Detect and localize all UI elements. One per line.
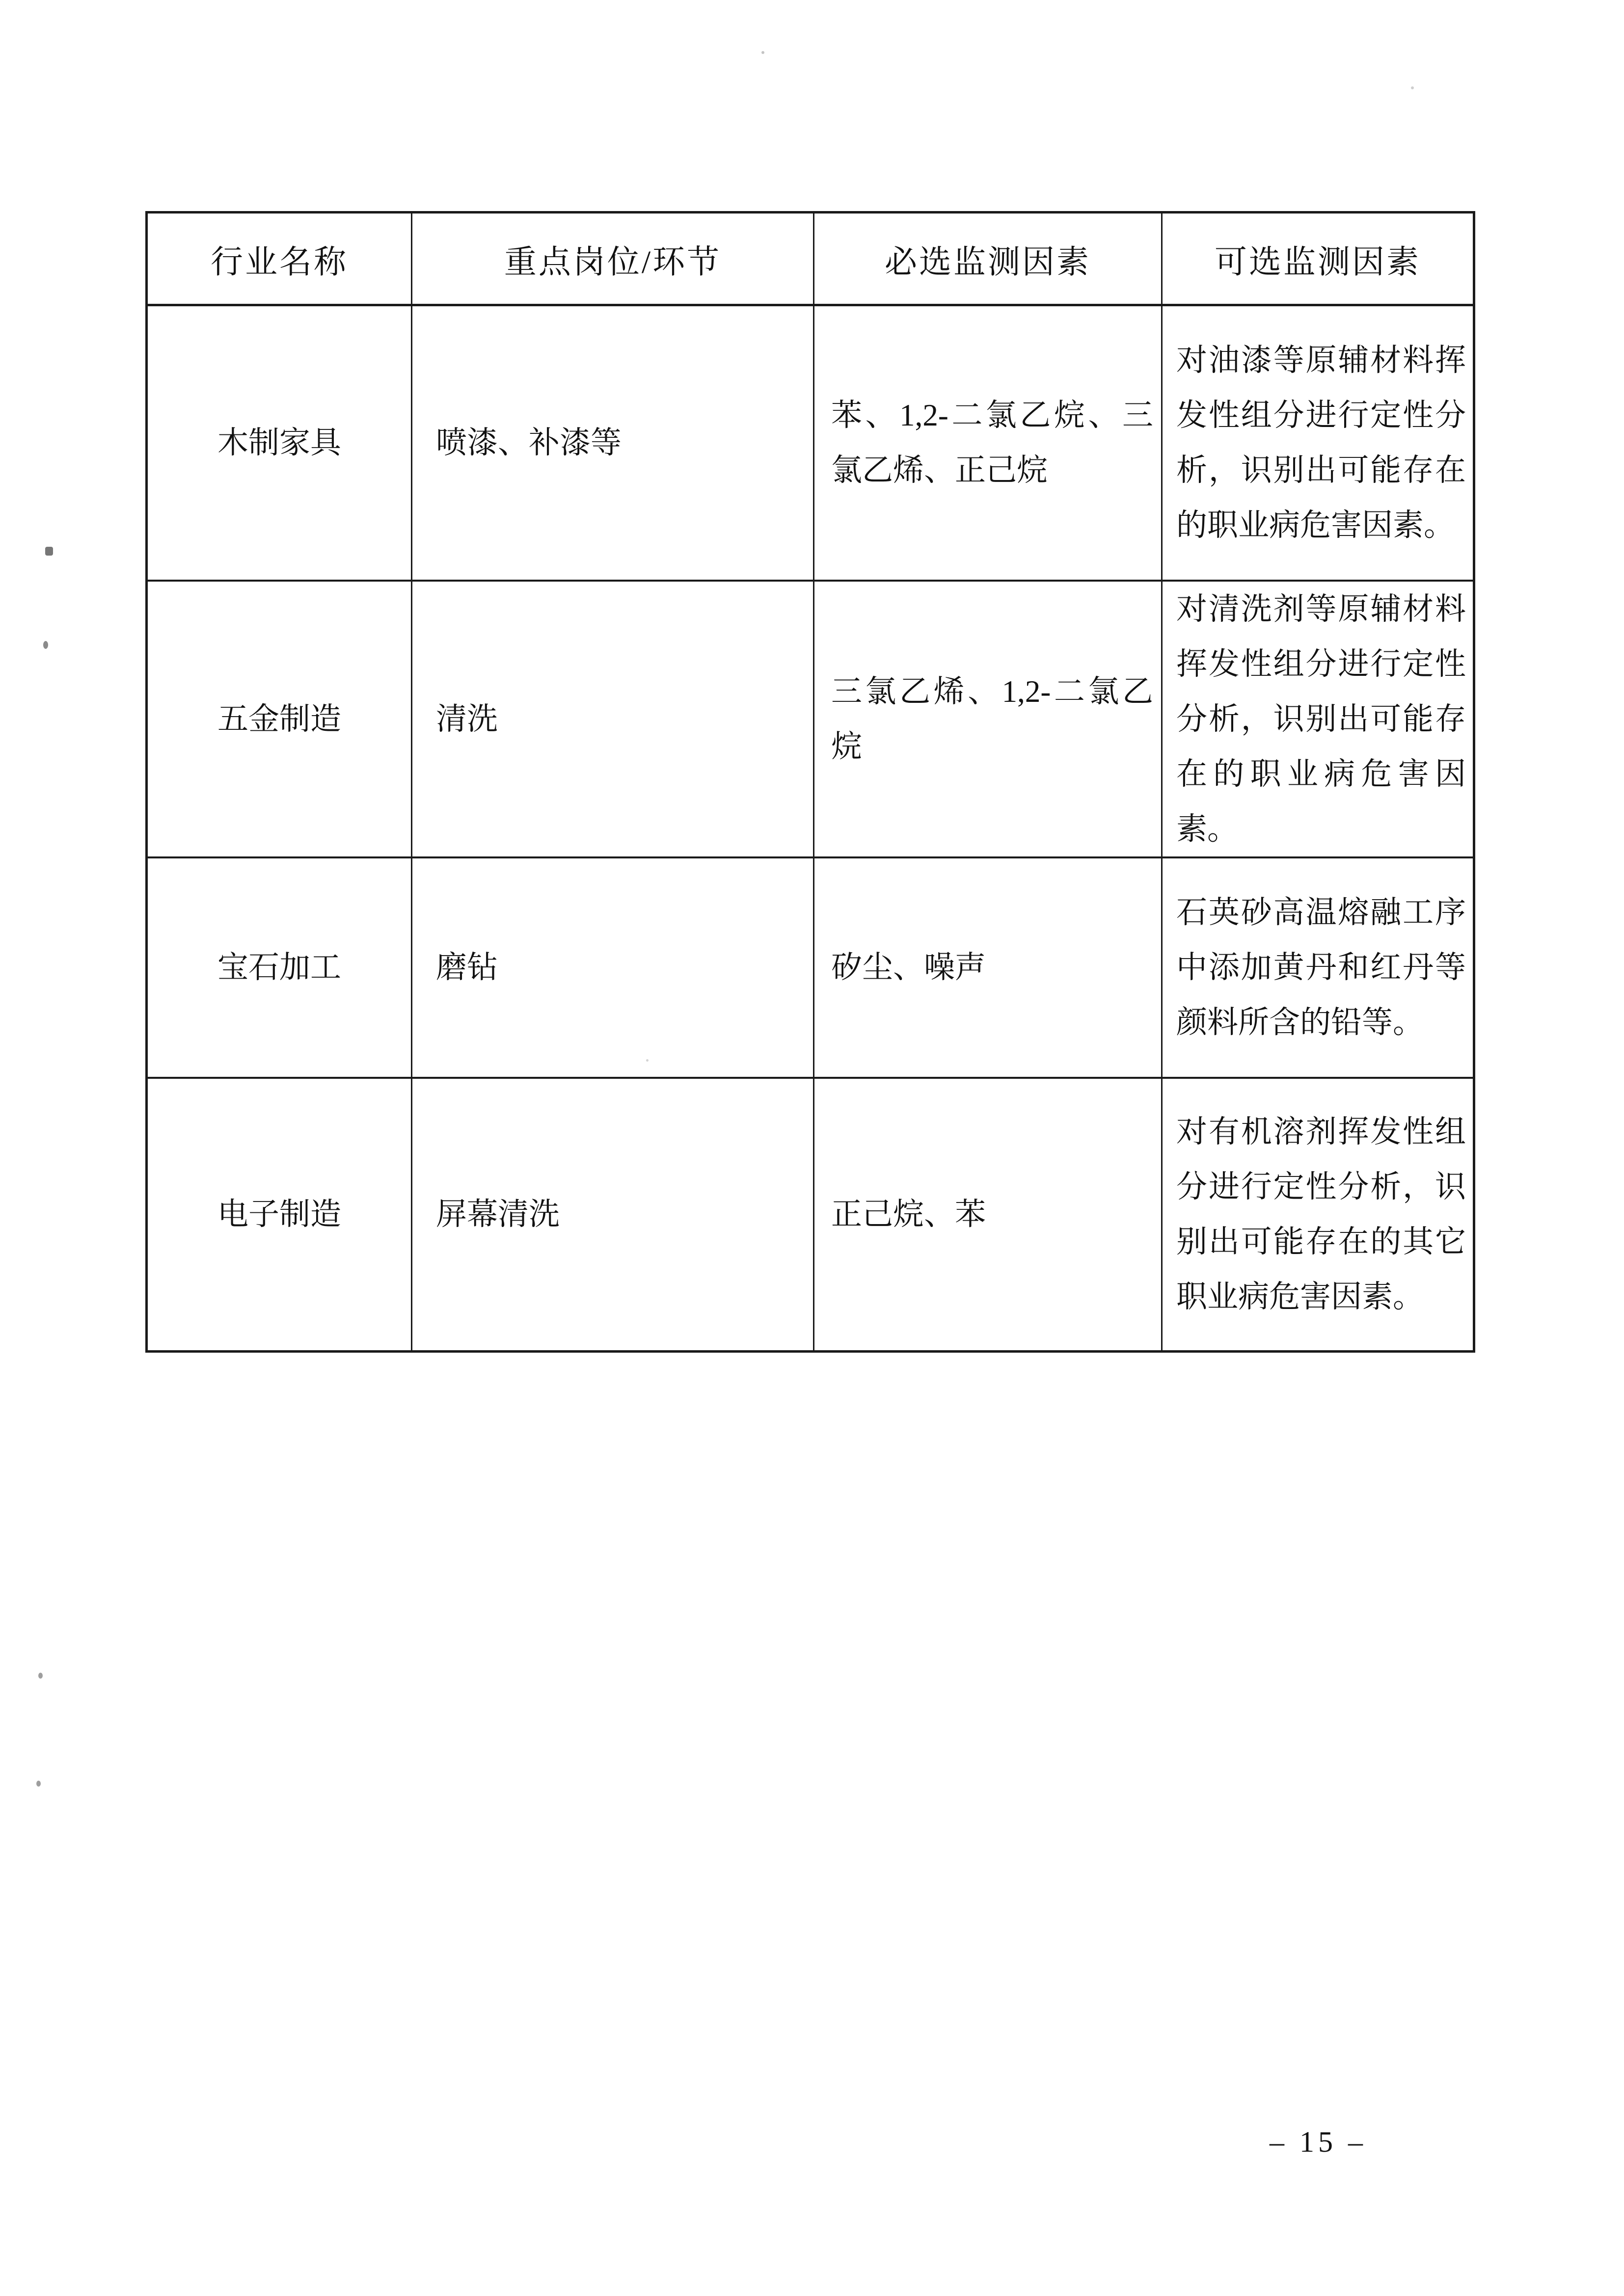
key-positions-cell: 喷漆、补漆等: [412, 305, 814, 581]
optional-factors-cell: 石英砂高温熔融工序中添加黄丹和红丹等颜料所含的铅等。: [1162, 857, 1474, 1078]
table-row: [147, 1078, 1474, 1352]
scan-artifact-speck: [36, 1781, 41, 1787]
key-positions-cell: 屏幕清洗: [412, 1078, 814, 1352]
optional-factors-cell: 对有机溶剂挥发性组分进行定性分析，识别出可能存在的其它职业病危害因素。: [1162, 1078, 1474, 1352]
monitoring-factors-table: [145, 211, 1475, 1353]
header-optional-factors: 可选监测因素: [1162, 213, 1474, 305]
industry-name-cell: 电子制造: [147, 1078, 412, 1352]
mandatory-factors-cell: 三氯乙烯、1,2-二氯乙烷: [814, 581, 1162, 857]
scan-artifact-speck: [45, 547, 53, 556]
key-positions-cell: 清洗: [412, 581, 814, 857]
optional-factors-cell: 对油漆等原辅材料挥发性组分进行定性分析，识别出可能存在的职业病危害因素。: [1162, 305, 1474, 581]
table-row: [147, 857, 1474, 1078]
header-mandatory-factors: 必选监测因素: [814, 213, 1162, 305]
optional-factors-cell: 对清洗剂等原辅材料挥发性组分进行定性分析，识别出可能存在的职业病危害因素。: [1162, 581, 1474, 857]
scan-artifact-speck: [38, 1673, 43, 1679]
scan-artifact-speck: [1411, 86, 1414, 89]
page-number: – 15 –: [1270, 2126, 1367, 2158]
mandatory-factors-cell: 正己烷、苯: [814, 1078, 1162, 1352]
key-positions-cell: 磨钻: [412, 857, 814, 1078]
mandatory-factors-cell: 苯、1,2-二氯乙烷、三氯乙烯、正己烷: [814, 305, 1162, 581]
mandatory-factors-cell: 矽尘、噪声: [814, 857, 1162, 1078]
table-header-row: [147, 213, 1474, 305]
industry-name-cell: 五金制造: [147, 581, 412, 857]
header-key-positions: 重点岗位/环节: [412, 213, 814, 305]
industry-name-cell: 木制家具: [147, 305, 412, 581]
table-row: [147, 305, 1474, 581]
industry-name-cell: 宝石加工: [147, 857, 412, 1078]
table-row: [147, 581, 1474, 857]
scan-artifact-speck: [43, 641, 48, 649]
scan-artifact-speck: [761, 51, 764, 54]
header-industry-name: 行业名称: [147, 213, 412, 305]
